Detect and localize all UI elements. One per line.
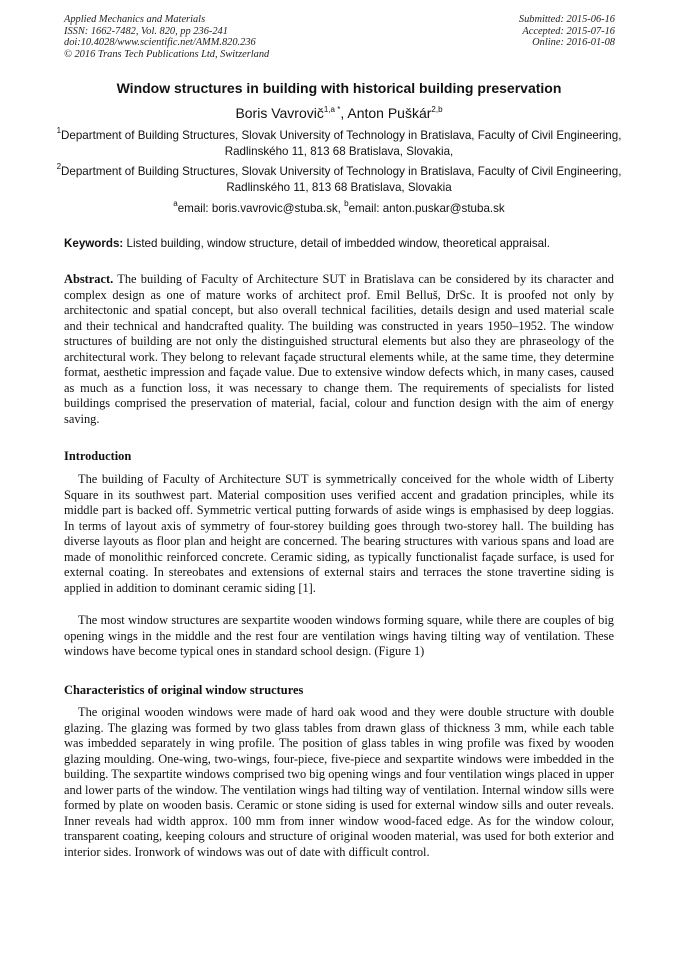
author-1: Boris Vavrovič xyxy=(235,105,324,121)
section-heading-introduction: Introduction xyxy=(64,449,132,463)
abstract xyxy=(64,272,614,427)
paper-title: Window structures in building with historical building preservation xyxy=(116,80,562,96)
authors xyxy=(30,103,648,123)
email-a-sup: a xyxy=(173,199,178,208)
author-2: Anton Puškár xyxy=(347,105,432,121)
accepted-date: Accepted: 2015-07-16 xyxy=(522,25,615,37)
email-a: email: boris.vavrovic@stuba.sk, xyxy=(177,202,345,215)
affiliation-2 xyxy=(40,164,638,195)
keywords-text: Listed building, window structure, detail of imbedded window, theoretical appraisal. xyxy=(123,237,550,250)
dates-header xyxy=(519,14,615,49)
author-2-affil: 2,b xyxy=(431,105,443,114)
keywords-label: Keywords: xyxy=(64,237,124,250)
email-b: email: anton.puskar@stuba.sk xyxy=(348,202,505,215)
characteristics-paragraph-1: The original wooden windows were made of hard oak wood and they were double structure with double glazing. The glazing was formed by two glass tables from drawn glass of thickness 3 mm, while each table was imbedded separately in wing profile. The position of glass tables in wing profile was fixed by wooden glazing moulding. One-wing, two-wings, four-piece, five-piece and sexpartite windows were imbedded in the building. The sexpartite windows comprised two big opening wings and four ventilation wings placed in upper and lower parts of the window. The ventilation wings had tilting way of ventilation. Internal window sills were formed by plate on wooden basis. Ceramic or stone siding is used for external window sills and outer reveals. Inner reveals had width approx. 100 mm from inner window wood-faced edge. As for the window colour, transparent coating, keeping colours and structure of original wooden material, was used for both exterior and interior sides. Ironwork of windows was out of date with difficult control. xyxy=(64,705,614,859)
emails xyxy=(30,201,648,217)
doi: doi:10.4028/www.scientific.net/AMM.820.236 xyxy=(64,37,256,49)
author-1-affil: 1,a * xyxy=(323,105,341,114)
email-b-sup: b xyxy=(344,199,349,208)
affiliation-1 xyxy=(40,128,638,159)
affiliation-number: 1 xyxy=(56,126,62,135)
affiliation-number: 2 xyxy=(56,162,62,171)
submitted-date: Submitted: 2015-06-16 xyxy=(518,14,615,25)
online-date: Online: 2016-01-08 xyxy=(532,37,615,49)
affiliation-text: Department of Building Structures, Slovak University of Technology in Bratislava, Faculty of Civil Engineering, Radlinského 11, 813 68 Bratislava, Slovakia, xyxy=(61,129,622,158)
introduction-paragraph-2: The most window structures are sexpartite wooden windows forming square, while there are couples of big opening wings in the middle and the rest four are ventilation wings having tilting way of ventilation. These windows have become typical ones in standard school design. (Figure 1) xyxy=(64,613,614,659)
copyright: © 2016 Trans Tech Publications Ltd, Switzerland xyxy=(64,48,270,60)
abstract-text: The building of Faculty of Architecture SUT in Bratislava can be considered by its character and complex design as one of mature works of architect prof. Emil Belluš, DrSc. It is proofed not only by architectonic and spatial concept, but also overall technical facilities, details design and used material scale and their technical and handcrafted quality. The building was constructed in years 1950–1952. The window structures of building are not only the distinguished structural elements but also they are phraseology of the architectural work. They belong to relevant façade structural elements while, at the same time, they determine format, aesthetic impression and façade value. Due to extensive window defects which, in many cases, caused as much as a function loss, it was necessary to change them. The requirements of specialists for listed buildings comprised the preservation of material, facial, colour and function design with the aim of energy saving. xyxy=(64,272,614,426)
author-separator: , xyxy=(340,105,348,121)
introduction-paragraph-1: The building of Faculty of Architecture SUT is symmetrically conceived for the whole width of Liberty Square in its southwest part. Material composition uses verified accent and gradation principles, while its middle part is backed off. Symmetric vertical putting forwards of aside wings is emphasised by deep loggias. In terms of layout axis of symmetry of four-storey building goes through two-storey hall. The building has diverse layouts as floor plan and height are concerned. The bearing structures with various spans and load are made of monolithic reinforced concrete. Ceramic siding, as typically functionalist façade surface, is used for external coating. In stereobates and extensions of external stairs and terraces the stone travertine siding is applied in addition to dominant ceramic siding [1]. xyxy=(64,472,614,595)
journal-name: Applied Mechanics and Materials xyxy=(64,14,206,25)
keywords xyxy=(64,236,624,252)
journal-header xyxy=(64,14,269,60)
issn: ISSN: 1662-7482, Vol. 820, pp 236-241 xyxy=(64,25,228,37)
affiliation-text: Department of Building Structures, Slovak University of Technology in Bratislava, Faculty of Civil Engineering, Radlinského 11, 813 68 Bratislava, Slovakia xyxy=(61,165,622,194)
abstract-label: Abstract. xyxy=(64,272,114,286)
section-heading-characteristics: Characteristics of original window structures xyxy=(64,683,304,697)
